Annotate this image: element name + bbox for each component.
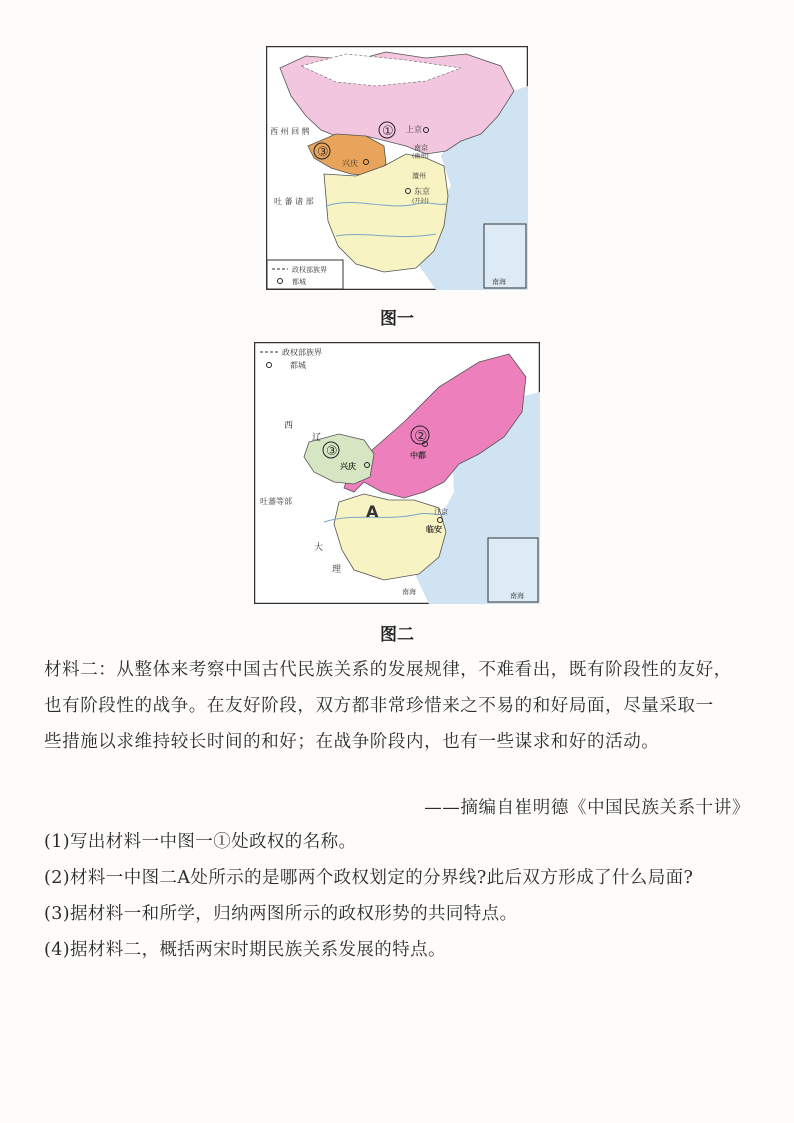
label-zhongdu: 中都 <box>410 451 426 460</box>
label-xizhou-huihu: 西 州 回 鹘 <box>270 127 310 136</box>
label-xingqing: 兴庆 <box>340 462 356 471</box>
label-dongjing-sub: (开封) <box>412 198 429 205</box>
legend-capital: 都城 <box>290 361 306 370</box>
label-shangjing: 上京 <box>406 125 422 134</box>
map-figure-1 <box>266 46 528 290</box>
label-xingqing: 兴庆 <box>342 159 358 168</box>
label-xiliao-2: 辽 <box>312 433 322 443</box>
question-2: (2)材料一中图二A处所示的是哪两个政权划定的分界线?此后双方形成了什么局面? <box>44 868 694 888</box>
region-three-label: ③ <box>317 145 329 160</box>
inset-label: 南海 <box>492 278 506 286</box>
legend-boundary: 政权部族界 <box>292 266 327 274</box>
legend-capital: 都城 <box>292 278 306 286</box>
map-2-caption: 图二 <box>380 625 414 645</box>
inset-label: 南海 <box>510 592 524 600</box>
label-dongjing: 东京 <box>414 187 430 196</box>
region-three-label: ③ <box>326 444 338 459</box>
label-dali-2: 理 <box>332 565 342 575</box>
map-1-caption: 图一 <box>380 309 414 329</box>
label-dali-1: 大 <box>314 543 324 553</box>
map-figure-2 <box>254 342 540 604</box>
region-two-label: ② <box>414 427 428 445</box>
label-nanjing-sub: (幽州) <box>412 153 429 160</box>
material-2-line-2: 也有阶段性的战争。在友好阶段，双方都非常珍惜来之不易的和好局面，尽量采取一 <box>44 696 714 716</box>
label-xiliao-1: 西 <box>284 421 294 431</box>
map-1-svg <box>266 46 528 290</box>
question-4: (4)据材料二，概括两宋时期民族关系发展的特点。 <box>44 940 446 960</box>
region-a-label: A <box>366 502 379 521</box>
material-2-line-3: 些措施以求维持较长时间的和好；在战争阶段内，也有一些谋求和好的活动。 <box>44 732 660 752</box>
label-south-sea: 南海 <box>402 588 416 596</box>
label-tubo: 吐 蕃 诸 部 <box>274 197 314 206</box>
question-1: (1)写出材料一中图一①处政权的名称。 <box>44 832 357 852</box>
label-bianjing: 汴京 <box>434 508 448 516</box>
label-tubo: 吐蕃等部 <box>260 497 292 506</box>
legend-boundary: 政权部族界 <box>282 348 322 357</box>
label-lin-an: 临安 <box>426 525 442 534</box>
question-3: (3)据材料一和所学，归纳两图所示的政权形势的共同特点。 <box>44 904 518 924</box>
label-chanzhou: 澶州 <box>412 172 426 180</box>
label-nanjing: 南京 <box>414 144 428 152</box>
map-2-svg <box>254 342 540 604</box>
material-2-line-1: 材料二：从整体来考察中国古代民族关系的发展规律，不难看出，既有阶段性的友好， <box>44 660 732 680</box>
material-2-source: ——摘编自崔明德《中国民族关系十讲》 <box>424 798 750 818</box>
region-one-label: ① <box>382 124 394 139</box>
